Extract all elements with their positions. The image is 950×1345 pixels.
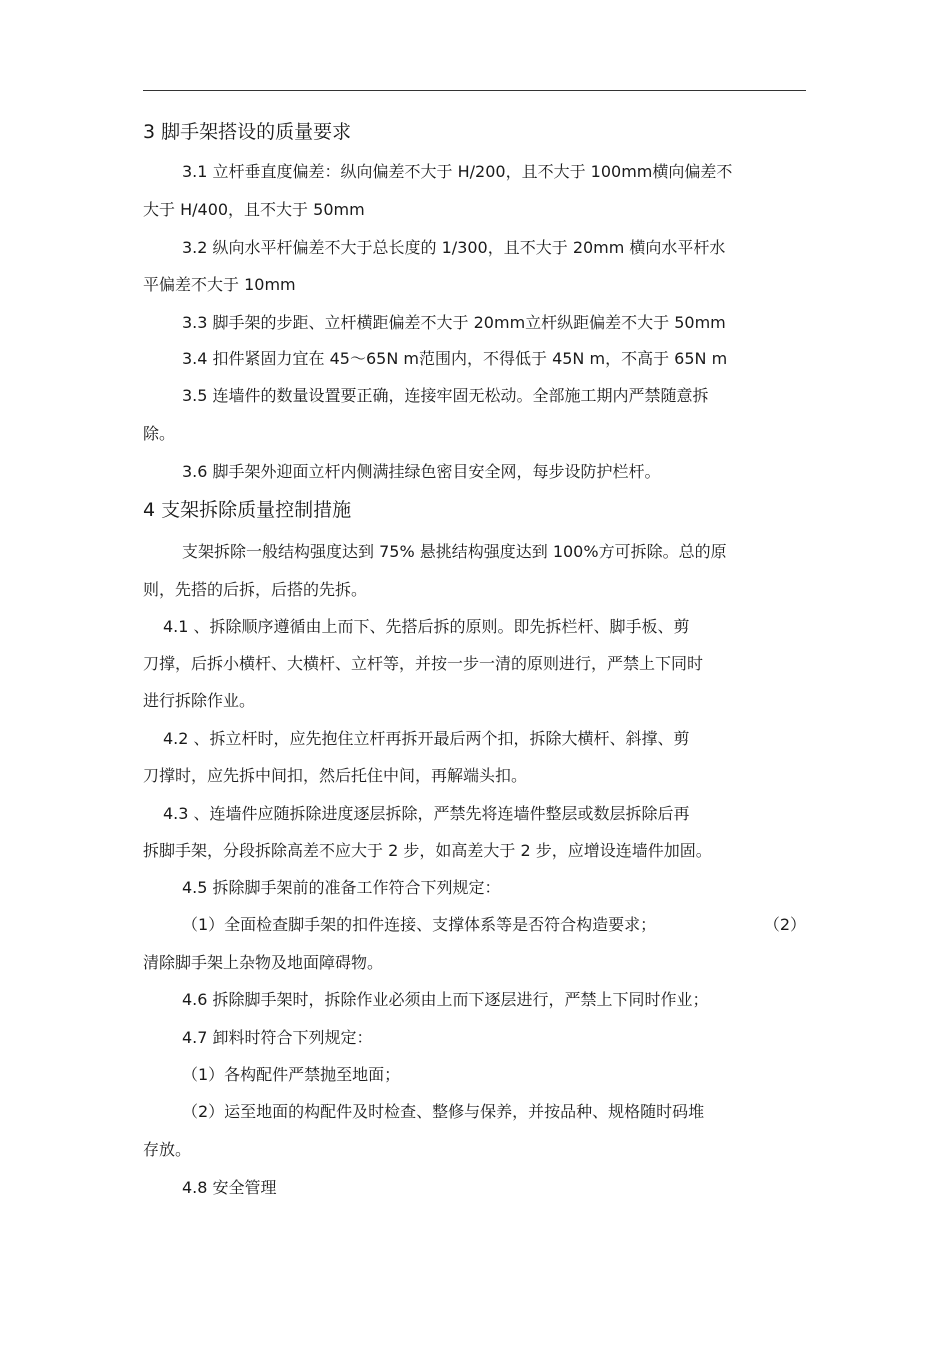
item-4-5-sub-1: （1）全面检查脚手架的扣件连接、支撑体系等是否符合构造要求； (182, 915, 657, 934)
item-4-8: 4.8 安全管理 (182, 1178, 277, 1197)
item-4-5: 4.5 拆除脚手架前的准备工作符合下列规定： (182, 878, 501, 897)
item-4-2-line-2: 刀撑时，应先拆中间扣，然后托住中间，再解端头扣。 (143, 766, 528, 785)
item-4-3-line-1: 4.3 、连墙件应随拆除进度逐层拆除，严禁先将连墙件整层或数层拆除后再 (163, 804, 690, 823)
item-3-6: 3.6 脚手架外迎面立杆内侧满挂绿色密目安全网，每步设防护栏杆。 (182, 462, 661, 481)
item-3-3: 3.3 脚手架的步距、立杆横距偏差不大于 20mm立杆纵距偏差不大于 50mm (182, 313, 726, 332)
item-3-2-line-2: 平偏差不大于 10mm (143, 275, 296, 294)
item-4-2-line-1: 4.2 、拆立杆时，应先抱住立杆再拆开最后两个扣，拆除大横杆、斜撑、剪 (163, 729, 690, 748)
item-4-1-line-1: 4.1 、拆除顺序遵循由上而下、先搭后拆的原则。即先拆栏杆、脚手板、剪 (163, 617, 690, 636)
item-4-5-sub-line-2: 清除脚手架上杂物及地面障碍物。 (143, 953, 384, 972)
item-4-1-line-3: 进行拆除作业。 (143, 691, 256, 710)
item-4-5-sub-line-1 (143, 915, 806, 935)
section-4-intro-line-1: 支架拆除一般结构强度达到 75% 悬挑结构强度达到 100%方可拆除。总的原 (182, 542, 727, 561)
item-4-7-sub-2-line-1: （2）运至地面的构配件及时检查、整修与保养，并按品种、规格随时码堆 (182, 1102, 705, 1121)
section-4-heading: 4 支架拆除质量控制措施 (143, 499, 352, 521)
item-3-1-line-2: 大于 H/400，且不大于 50mm (143, 200, 365, 219)
item-3-5-line-2: 除。 (143, 424, 176, 443)
item-4-1-line-2: 刀撑，后拆小横杆、大横杆、立杆等，并按一步一清的原则进行，严禁上下同时 (143, 654, 704, 673)
item-4-6: 4.6 拆除脚手架时，拆除作业必须由上而下逐层进行，严禁上下同时作业； (182, 990, 709, 1009)
item-3-4: 3.4 扣件紧固力宜在 45～65N m范围内，不得低于 45N m，不高于 65N m (182, 349, 728, 368)
item-4-3-line-2: 拆脚手架，分段拆除高差不应大于 2 步，如高差大于 2 步，应增设连墙件加固。 (143, 841, 712, 860)
item-3-5-line-1: 3.5 连墙件的数量设置要正确，连接牢固无松动。全部施工期内严禁随意拆 (182, 386, 709, 405)
item-4-7: 4.7 卸料时符合下列规定： (182, 1028, 373, 1047)
section-4-intro-line-2: 则，先搭的后拆，后搭的先拆。 (143, 580, 368, 599)
item-4-7-sub-2-line-2: 存放。 (143, 1140, 192, 1159)
item-3-1-line-1: 3.1 立杆垂直度偏差：纵向偏差不大于 H/200，且不大于 100mm横向偏差不 (182, 162, 733, 181)
item-4-7-sub-1: （1）各构配件严禁抛至地面； (182, 1065, 401, 1084)
section-3-heading: 3 脚手架搭设的质量要求 (143, 121, 352, 143)
item-3-2-line-1: 3.2 纵向水平杆偏差不大于总长度的 1/300，且不大于 20mm 横向水平杆水 (182, 238, 726, 257)
item-4-5-sub-2-marker: （2） (763, 915, 806, 934)
header-rule (143, 90, 806, 91)
